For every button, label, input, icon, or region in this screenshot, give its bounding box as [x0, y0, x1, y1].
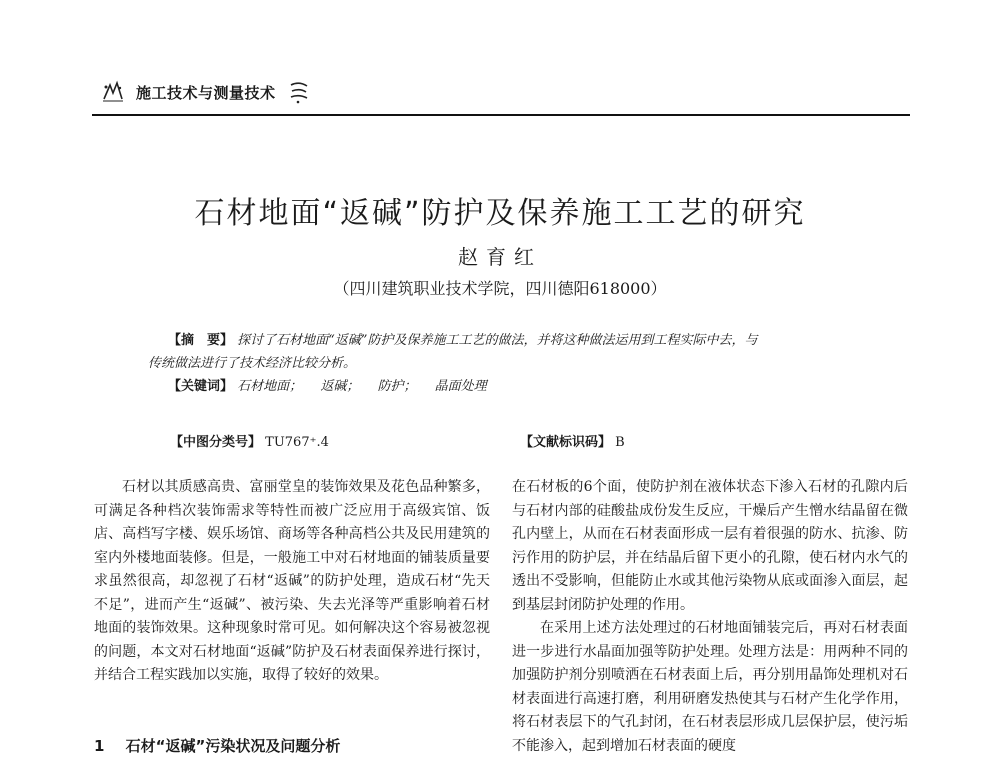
section-heading [94, 735, 340, 756]
document-code [520, 431, 625, 450]
doc-code-label: 【文献标识码】 [520, 435, 612, 450]
keyword: 石材地面； [237, 379, 303, 394]
ornament-icon [286, 79, 312, 105]
paper-title: 石材地面“返碱”防护及保养施工工艺的研究 [194, 196, 806, 232]
keyword: 防护； [377, 379, 417, 394]
abstract-text-line1: 探讨了石材地面“返碱”防护及保养施工工艺的做法，并将这种做法运用到工程实际中去，与 [237, 333, 758, 348]
abstract-label: 【摘 要】 [168, 333, 234, 348]
body-column-left [94, 476, 490, 688]
body-paragraph: 在石材板的6个面，使防护剂在液体状态下渗入石材的孔隙内后与石材内部的硅酸盐成份发生反应，干燥后产生憎水结晶留在微孔内壁上，从而在石材表面形成一层有着很强的防水、抗渗、防污作用的防护层，并在结晶后留下更小的孔隙，使石材内水气的透出不受影响，但能防止水或其他污染物从底或面渗入面层，起到基层封闭防护处理的作用。 [512, 479, 908, 613]
section-title: 石材“返碱”污染状况及问题分析 [125, 737, 341, 755]
section-number: 1 [94, 737, 105, 755]
header-rule [92, 114, 910, 116]
clc-classification [170, 431, 329, 450]
clc-value: TU767⁺.4 [265, 435, 329, 450]
keywords-row [148, 375, 878, 398]
clc-label: 【中图分类号】 [170, 435, 262, 450]
body-paragraph: 石材以其质感高贵、富丽堂皇的装饰效果及花色品种繁多，可满足各种档次装饰需求等特性而被广泛应用于高级宾馆、饭店、高档写字楼、娱乐场馆、商场等各种高档公共及民用建筑的室内外楼地面装修。但是，一般施工中对石材地面的铺装质量要求虽然很高，却忽视了石材“返碱”的防护处理，造成石材“先天不足”，进而产生“返碱”、被污染、失去光泽等严重影响着石材地面的装饰效果。这种现象时常可见。如何解决这个容易被忽视的问题，本文对石材地面“返碱”防护及石材表面保养进行探讨，并结合工程实践加以实施，取得了较好的效果。 [94, 479, 490, 683]
keywords-label: 【关键词】 [168, 379, 234, 394]
running-header [100, 76, 312, 108]
keyword: 晶面处理 [434, 379, 487, 394]
body-column-right [512, 476, 908, 758]
body-paragraph: 在采用上述方法处理过的石材地面铺装完后，再对石材表面进一步进行水晶面加强等防护处理。处理方法是：用两种不同的加强防护剂分别喷洒在石材表面上后，再分别用晶饰处理机对石材表面进行高速打磨，利用研磨发热使其与石材产生化学作用，将石材表层下的气孔封闭，在石材表层形成几层保护层，使污垢不能渗入，起到增加石材表面的硬度 [512, 620, 908, 754]
author-affiliation: （四川建筑职业技术学院，四川德阳618000） [333, 279, 667, 298]
abstract-text-line2: 传统做法进行了技术经济比较分析。 [148, 356, 357, 371]
ornament-icon [100, 79, 126, 105]
section-header-title: 施工技术与测量技术 [136, 83, 276, 102]
doc-code-value: B [615, 435, 625, 450]
author-name: 赵育红 [458, 245, 542, 269]
keyword: 返碱； [320, 379, 360, 394]
abstract-block [148, 329, 878, 398]
